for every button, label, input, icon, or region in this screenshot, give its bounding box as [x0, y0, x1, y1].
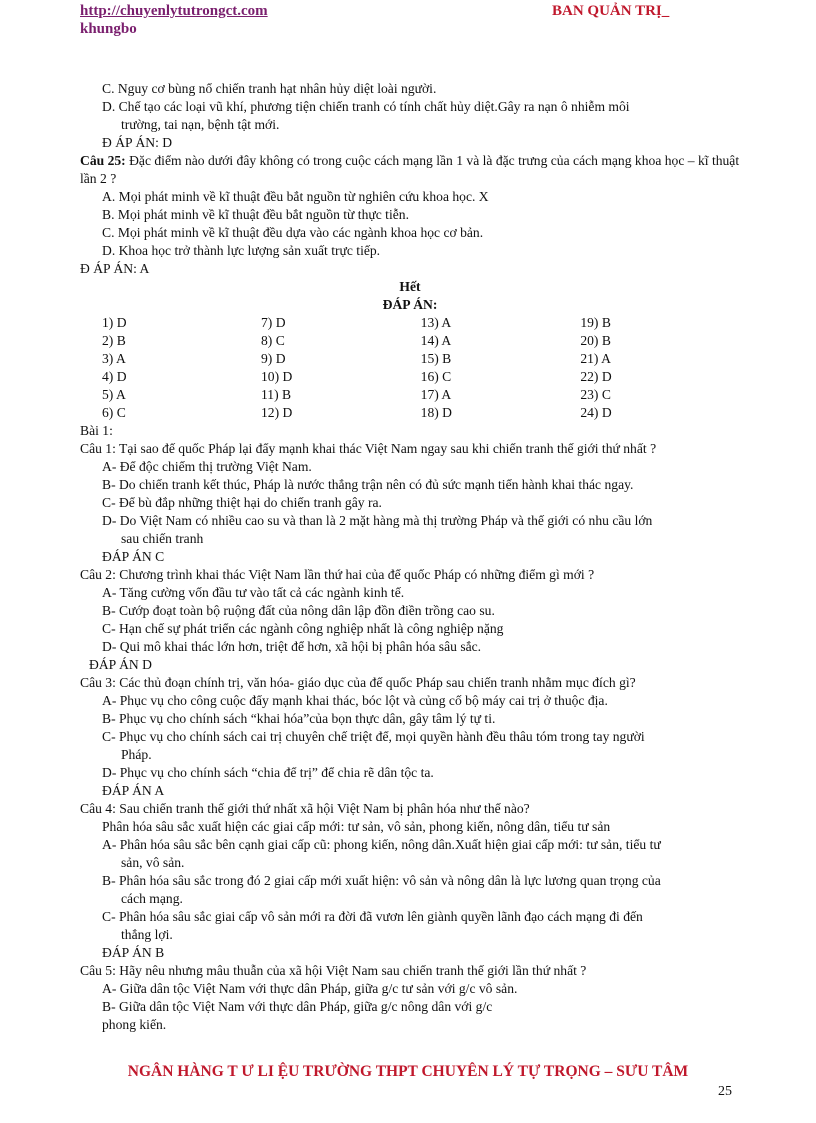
c4-option-b: B- Phân hóa sâu sắc trong đó 2 giai cấp mới xuất hiện: vô sản và nông dân là lực lương quan trọng của: [102, 873, 661, 888]
q25-option-d: D. Khoa học trở thành lực lượng sản xuất trực tiếp.: [102, 243, 381, 258]
header-website-link[interactable]: http://chuyenlytutrongct.com: [80, 3, 268, 19]
answer-key-cell: 11) B: [261, 387, 292, 402]
c4-option-c: C- Phân hóa sâu sắc giai cấp vô sản mới ra đời đã vươn lên giành quyền lãnh đạo cách mạng đi đến: [102, 909, 643, 924]
answer-key-row: [102, 386, 740, 404]
c4-option-c-cont: thắng lợi.: [121, 927, 173, 942]
answer-key-cell: 13) A: [420, 315, 452, 330]
answer-key-cell: 22) D: [580, 369, 612, 384]
answer-key-cell: 20) B: [580, 333, 611, 348]
c1-question: Câu 1: Tại sao đế quốc Pháp lại đẩy mạnh khai thác Việt Nam ngay sau khi chiến tranh thế giới thứ nhất ?: [80, 441, 657, 456]
c1-answer: ĐÁP ÁN C: [102, 549, 165, 564]
answer-key-cell: 12) D: [261, 405, 293, 420]
c4-option-a: A- Phân hóa sâu sắc bên cạnh giai cấp cũ: phong kiến, nông dân.Xuất hiện giai cấp mới: tư sản, tiểu tư: [102, 837, 661, 852]
c3-option-d: D- Phục vụ cho chính sách “chia để trị” để chia rẽ dân tộc ta.: [102, 765, 434, 780]
q25-label: Câu 25:: [80, 153, 126, 168]
c1-option-c: C- Để bù đắp những thiệt hại do chiến tranh gây ra.: [102, 495, 382, 510]
answer-key-row: [102, 314, 740, 332]
c2-option-a: A- Tăng cường vốn đầu tư vào tất cả các ngành kinh tế.: [102, 585, 405, 600]
q24-option-d: D. Chế tạo các loại vũ khí, phương tiện chiến tranh có tính chất hủy diệt.Gây ra nạn ô nhiễm môi: [102, 99, 630, 114]
c4-answer: ĐÁP ÁN B: [102, 945, 165, 960]
answer-key-cell: 16) C: [420, 369, 452, 384]
end-label: Hết: [399, 279, 421, 294]
answer-key-cell: 24) D: [580, 405, 612, 420]
answer-key-cell: 8) C: [261, 333, 285, 348]
answer-key-cell: 23) C: [580, 387, 611, 402]
c2-question: Câu 2: Chương trình khai thác Việt Nam lần thứ hai của đế quốc Pháp có những điểm gì mới ?: [80, 567, 595, 582]
q25-answer: Đ ÁP ÁN: A: [80, 261, 150, 276]
c1-option-a: A- Để độc chiếm thị trường Việt Nam.: [102, 459, 312, 474]
c3-question: Câu 3: Các thủ đoạn chính trị, văn hóa- giáo dục của đế quốc Pháp sau chiến tranh nhằm mục đích gì?: [80, 675, 636, 690]
c5-option-b-cont: phong kiến.: [102, 1017, 167, 1032]
answer-key-title: ĐÁP ÁN:: [382, 297, 438, 312]
c1-option-d: D- Do Việt Nam có nhiều cao su và than là 2 mặt hàng mà thị trường Pháp và thế giới có nhu cầu lớn: [102, 513, 653, 528]
answer-key-cell: 6) C: [102, 405, 126, 420]
answer-key-cell: 1) D: [102, 315, 127, 330]
c3-option-b: B- Phục vụ cho chính sách “khai hóa”của bọn thực dân, gây tâm lý tự ti.: [102, 711, 496, 726]
answer-key-cell: 14) A: [420, 333, 452, 348]
q24-option-d-cont: trường, tai nạn, bệnh tật mới.: [121, 117, 280, 132]
answer-key-cell: 10) D: [261, 369, 293, 384]
c2-option-d: D- Qui mô khai thác lớn hơn, triệt để hơn, xã hội bị phân hóa sâu sắc.: [102, 639, 482, 654]
c5-question: Câu 5: Hãy nêu nhưng mâu thuẫn của xã hội Việt Nam sau chiến tranh thế giới lần thứ nhất ?: [80, 963, 587, 978]
c1-option-b: B- Do chiến tranh kết thúc, Pháp là nước thắng trận nên có đủ sức mạnh tiến hành khai thác ngay.: [102, 477, 634, 492]
c5-option-b: B- Giữa dân tộc Việt Nam với thực dân Pháp, giữa g/c nông dân với g/c: [102, 999, 493, 1014]
answer-key-cell: 15) B: [420, 351, 452, 366]
c2-option-c: C- Hạn chế sự phát triển các ngành công nghiệp nhất là công nghiệp nặng: [102, 621, 504, 636]
answer-key-row: [102, 350, 740, 368]
answer-key-cell: 3) A: [102, 351, 126, 366]
q25-option-a: A. Mọi phát minh về kĩ thuật đều bắt nguồn từ nghiên cứu khoa học. X: [102, 189, 489, 204]
answer-key-cell: 7) D: [261, 315, 286, 330]
c3-answer: ĐÁP ÁN A: [102, 783, 165, 798]
q24-option-c: C. Nguy cơ bùng nổ chiến tranh hạt nhân hủy diệt loài người.: [102, 81, 437, 96]
c1-option-d-cont: sau chiến tranh: [121, 531, 204, 546]
section-title: Bài 1:: [80, 423, 113, 438]
answer-key-row: [102, 404, 740, 422]
c3-option-c: C- Phục vụ cho chính sách cai trị chuyên chế triệt để, mọi quyền hành đều thâu tóm trong tay người: [102, 729, 645, 744]
q25-question: [80, 152, 740, 188]
c2-answer: ĐÁP ÁN D: [89, 657, 152, 672]
q25-option-b: B. Mọi phát minh về kĩ thuật đều bắt nguồn từ thực tiễn.: [102, 207, 409, 222]
answer-key-cell: 5) A: [102, 387, 126, 402]
c4-question: Câu 4: Sau chiến tranh thế giới thứ nhất xã hội Việt Nam bị phân hóa như thế nào?: [80, 801, 530, 816]
c2-option-b: B- Cướp đoạt toàn bộ ruộng đất của nông dân lập đồn điền trồng cao su.: [102, 603, 495, 618]
page-content: [80, 80, 740, 1034]
c3-option-a: A- Phục vụ cho công cuộc đẩy mạnh khai thác, bóc lột và củng cố bộ máy cai trị ở thuộc địa.: [102, 693, 608, 708]
header-admin-label: BAN QUẢN TRỊ_: [552, 3, 670, 19]
answer-key-cell: 2) B: [102, 333, 126, 348]
page-number: 25: [718, 1084, 732, 1099]
c3-option-c-cont: Pháp.: [121, 747, 152, 762]
answer-key-cell: 4) D: [102, 369, 127, 384]
answer-key-cell: 9) D: [261, 351, 286, 366]
footer-banner: NGÂN HÀNG T Ư LI ỆU TRƯỜNG THPT CHUYÊN LÝ TỰ TRỌNG – SƯU TÂM: [127, 1063, 689, 1080]
q25-option-c: C. Mọi phát minh về kĩ thuật đều dựa vào các ngành khoa học cơ bản.: [102, 225, 484, 240]
answer-key-table: [102, 314, 740, 422]
answer-key-cell: 19) B: [580, 315, 611, 330]
answer-key-cell: 18) D: [420, 405, 452, 420]
answer-key-row: [102, 332, 740, 350]
answer-key-cell: 21) A: [580, 351, 611, 366]
answer-key-cell: 17) A: [420, 387, 452, 402]
q25-text: Đặc điểm nào dưới đây không có trong cuộc cách mạng lần 1 và là đặc trưng của cách mạng khoa học – kĩ thuật lần 2 ?: [80, 153, 740, 186]
answer-key-row: [102, 368, 740, 386]
c4-option-b-cont: cách mạng.: [121, 891, 183, 906]
q24-answer: Đ ÁP ÁN: D: [102, 135, 173, 150]
c4-option-a-cont: sản, vô sản.: [121, 855, 185, 870]
c4-intro: Phân hóa sâu sắc xuất hiện các giai cấp mới: tư sản, vô sản, phong kiến, nông dân, tiểu tư sản: [102, 819, 611, 834]
c5-option-a: A- Giữa dân tộc Việt Nam với thực dân Pháp, giữa g/c tư sản với g/c vô sản.: [102, 981, 518, 996]
header-sublabel: khungbo: [80, 21, 137, 37]
